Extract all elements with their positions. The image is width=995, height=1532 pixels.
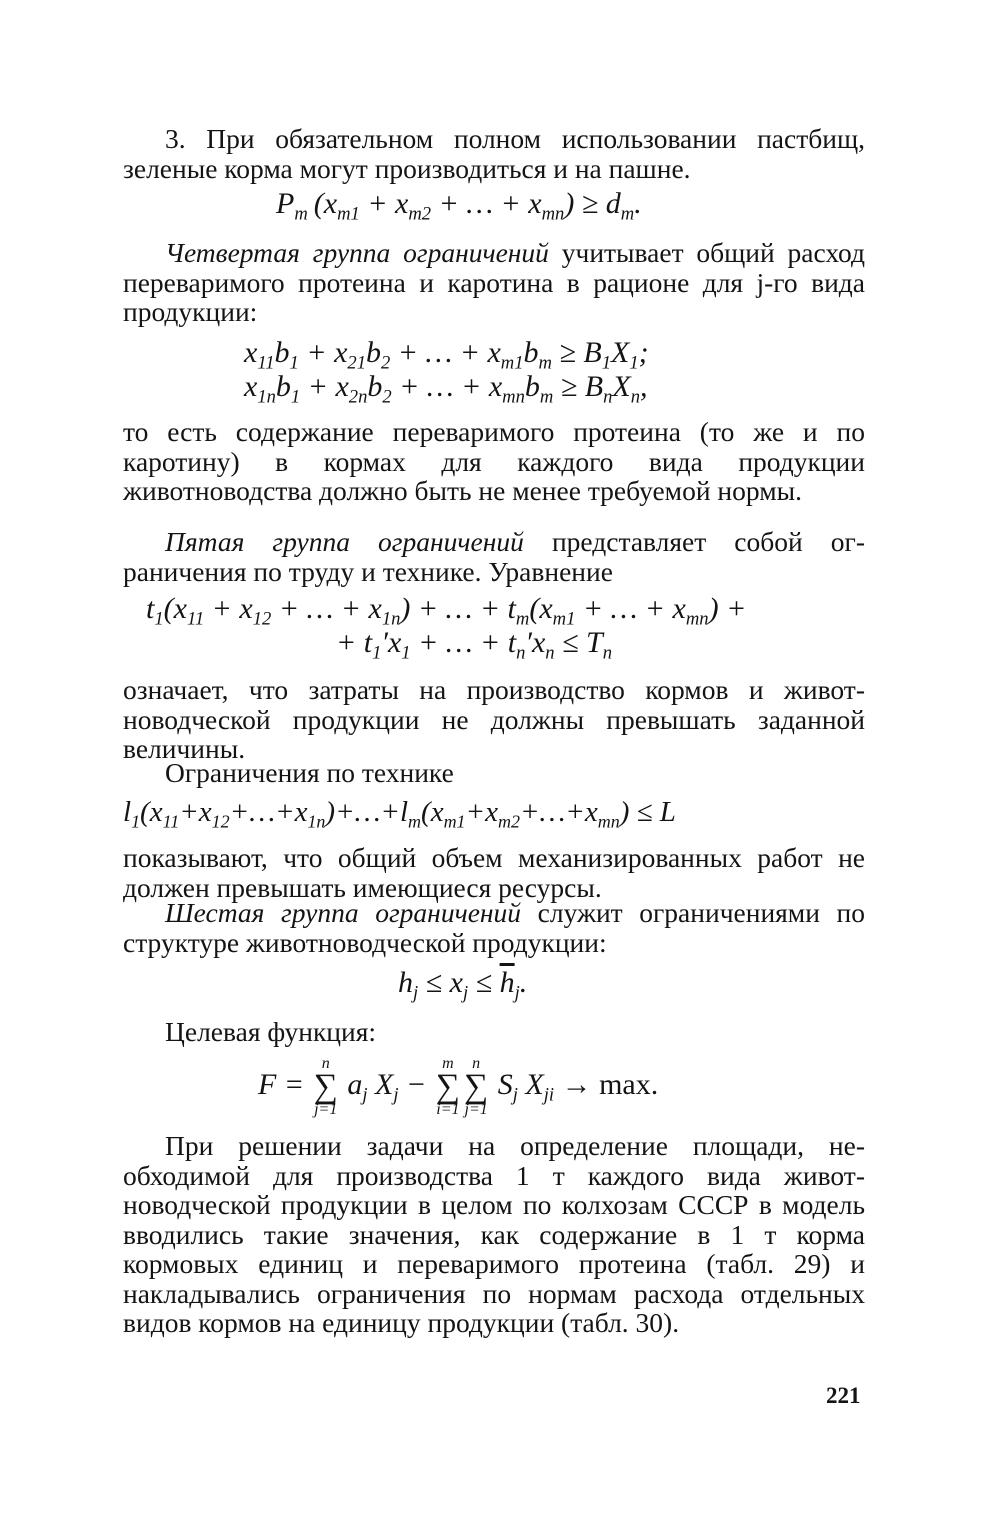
fourth-group-text: учитывает общий расход переваримого протеина и каротина в рационе для j-го вида продукции: — [123, 237, 865, 327]
fourth-group-title: Четвертая группа ограничений — [165, 237, 549, 268]
formula-structure: $h_j \le x_j \le \overline{h}_j$. — [398, 966, 528, 1004]
sixth-group-title: Шестая группа ограничений — [165, 897, 522, 928]
fifth-group-title: Пятая группа ограничений — [165, 526, 524, 557]
formula-protein-n: $x_{1n}b_1 + x_{2n}b_2$ + … + $x_{mn}b_m \ge B_nX_n$, — [244, 370, 648, 408]
formula-objective: F = n ∑ j=1 $a_j$ $X_j$ − m ∑ i=1 n ∑ j=1 $S_j$ $X_{ji} \to \max$. — [258, 1055, 659, 1118]
paragraph-fifth-group — [123, 527, 865, 586]
paragraph-tech-limits: Ограничения по технике — [165, 757, 454, 788]
sum-symbol: n ∑ j=1 — [464, 1055, 489, 1118]
max-label: max. — [599, 1067, 659, 1101]
fifth-group-text: представляет собой ограничения по труду и технике. Уравнение — [123, 526, 865, 587]
formula-labor-2: + $t_1'x_1$ + … + $t_n'x_n \le T_n$ — [336, 626, 613, 664]
sum-symbol: m ∑ i=1 — [435, 1055, 460, 1118]
paragraph-protein-content: то есть содержание переваримого протеина (то же и по каротину) в кормах для каждого вида продукции животноводства должно быть не менее требуемой нормы. — [123, 416, 865, 506]
paragraph-objective-label: Целевая функция: — [165, 1016, 377, 1047]
paragraph-solution: При решении задачи на определение площади, необходимой для производства 1 т каждого вида животноводческой продукции в целом по колхозам СССР в модель вводились такие значения, как содержание в 1 т корма кормовых единиц и переваримого протеина (табл. 29) и накладывались ограничения по нормам расхода отдельных видов кормов на единицу продукции (табл. 30). — [123, 1130, 865, 1338]
formula-labor-1: $t_1(x_{11} + x_{12}$ + … + $x_{1n}$) + … + $t_m(x_{m1}$ + … + $x_{mn}$) + — [146, 592, 747, 630]
sum-symbol: n ∑ j=1 — [313, 1055, 338, 1118]
sixth-group-text: служит ограничениями по структуре животноводческой продукции: — [123, 897, 865, 958]
formula-pasture-constraint: $P_m$ ($x_{m1} + x_{m2}$ + … + $x_{mn}) \ge d_m$. — [276, 187, 642, 225]
page-number: 221 — [826, 1383, 861, 1408]
paragraph-labor-meaning: означает, что затраты на производство кормов и животноводческой продукции не должны превышать заданной величины. — [123, 674, 865, 764]
paragraph-sixth-group — [123, 898, 865, 957]
formula-protein-1: $x_{11}b_1 + x_{21}b_2$ + … + $x_{m1}b_m \ge B_1X_1$; — [244, 336, 649, 374]
paragraph-fourth-group — [123, 238, 865, 327]
formula-machinery: $l_1(x_{11}+x_{12}+\dots+x_{1n})+\dots+l_m(x_{m1}+x_{m2}+\dots+x_{mn}) \le L$ — [123, 796, 676, 832]
paragraph-machinery-meaning: показывают, что общий объем механизированных работ не должен превышать имеющиеся ресурсы. — [123, 842, 865, 903]
paragraph-pasture: 3. При обязательном полном использовании пастбищ, зеленые корма могут производиться и на пашне. — [123, 123, 865, 184]
